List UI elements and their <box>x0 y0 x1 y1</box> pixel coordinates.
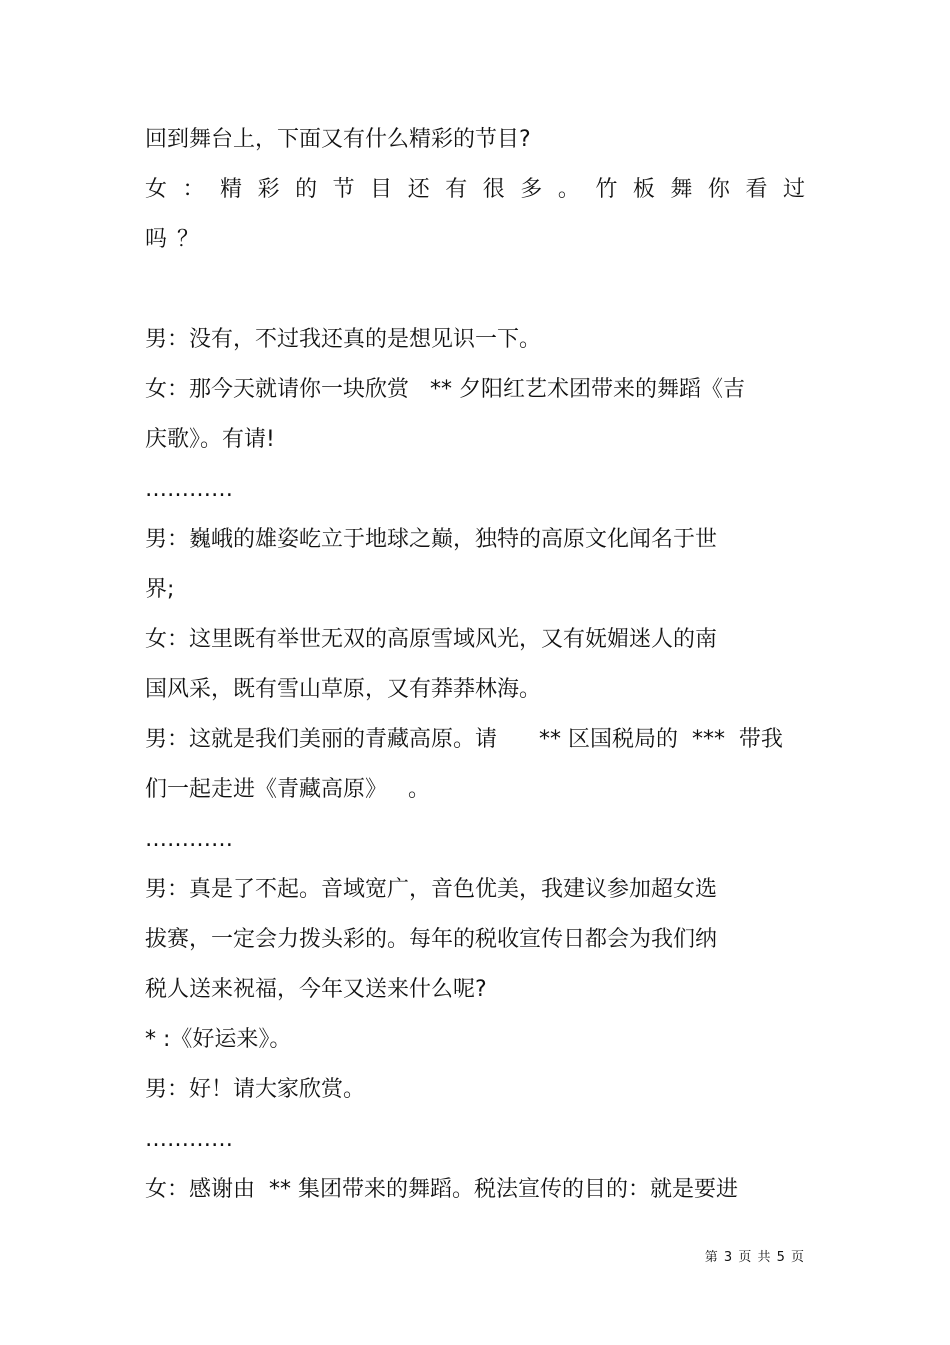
text-line: 庆歌》。有请! <box>145 427 275 452</box>
text-line: 男：没有，不过我还真的是想见识一下。 <box>145 327 542 352</box>
text-line: 回到舞台上，下面又有什么精彩的节目? <box>145 127 531 152</box>
text-line: 男：好！请大家欣赏。 <box>145 1077 366 1102</box>
text-line: 们一起走进《青藏高原》 。 <box>145 777 430 802</box>
text-line: 界; <box>145 577 175 602</box>
text-line: 税人送来祝福，今年又送来什么呢? <box>145 977 487 1002</box>
text-line: 女：精彩的节目还有很多。竹板舞你看过 <box>145 177 805 202</box>
text-line: 拔赛，一定会力拨头彩的。每年的税收宣传日都会为我们纳 <box>145 927 718 952</box>
page-number-footer: 第 3 页 共 5 页 <box>704 1250 805 1265</box>
text-line: 男：这就是我们美丽的青藏高原。请 ** 区国税局的 *** 带我 <box>145 727 783 752</box>
ellipsis-line: ………… <box>145 477 233 502</box>
text-line: 男：真是了不起。音域宽广，音色优美，我建议参加超女选 <box>145 877 718 902</box>
text-line: 吗？ <box>145 227 210 252</box>
ellipsis-line: ………… <box>145 827 233 852</box>
text-line: 女：感谢由 ** 集团带来的舞蹈。税法宣传的目的：就是要进 <box>145 1177 738 1202</box>
text-line: * :《好运来》。 <box>145 1027 292 1052</box>
ellipsis-line: ………… <box>145 1127 233 1152</box>
text-line: 女：那今天就请你一块欣赏 ** 夕阳红艺术团带来的舞蹈《吉 <box>145 377 745 402</box>
text-line: 女：这里既有举世无双的高原雪域风光，又有妩媚迷人的南 <box>145 627 718 652</box>
text-line: 国风采，既有雪山草原，又有莽莽林海。 <box>145 677 542 702</box>
text-line: 男：巍峨的雄姿屹立于地球之巅，独特的高原文化闻名于世 <box>145 527 718 552</box>
